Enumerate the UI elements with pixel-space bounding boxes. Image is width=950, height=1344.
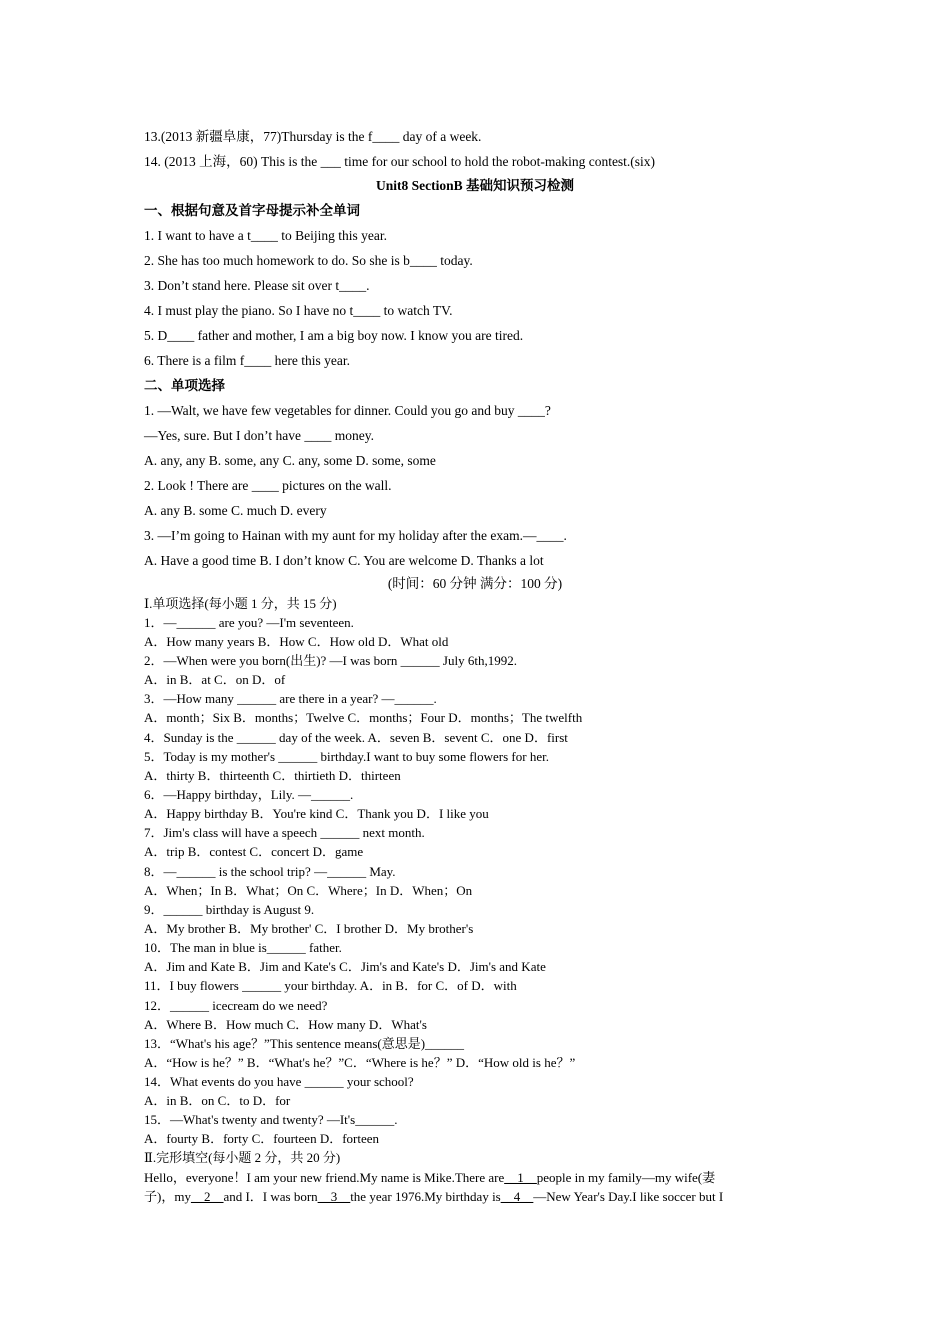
test-line: A．My brother B．My brother' C．I brother D．My brother's [144, 921, 474, 936]
test-line: 15．—What's twenty and twenty? —It's______. [144, 1112, 398, 1127]
test-line: A．When；In B．What；On C．Where；In D．When；On [144, 883, 473, 898]
test-line: Ⅰ.单项选择(每小题 1 分，共 15 分) [144, 596, 337, 611]
question-13: 13.(2013 新疆阜康，77)Thursday is the f____ day of a week. [144, 129, 482, 144]
cloze-line-2 [144, 1188, 723, 1205]
test-line: A．in B．at C．on D．of [144, 672, 286, 687]
cloze-text: the year 1976.My birthday is [350, 1189, 501, 1204]
cloze-text: Hello，everyone！I am your new friend.My name is Mike.There are [144, 1170, 505, 1185]
cloze-text: and I．I was born [223, 1189, 318, 1204]
part2-line: A. any, any B. some, any C. any, some D. some, some [144, 453, 436, 468]
test-line: A．Jim and Kate B．Jim and Kate's C．Jim's and Kate's D．Jim's and Kate [144, 959, 546, 974]
test-line: 5．Today is my mother's ______ birthday.I want to buy some flowers for her. [144, 749, 549, 764]
test-line: 11．I buy flowers ______ your birthday. A．in B．for C．of D．with [144, 978, 517, 993]
section-b-title: Unit8 SectionB 基础知识预习检测 [375, 178, 574, 193]
part1-item: 3. Don’t stand here. Please sit over t____. [144, 278, 370, 293]
test-line: 9．______ birthday is August 9. [144, 902, 315, 917]
cloze-line-1 [144, 1169, 715, 1186]
test-line: 8．—______ is the school trip? —______ May. [144, 864, 396, 879]
test-line: A．in B．on C．to D．for [144, 1093, 291, 1108]
test-line: A．month；Six B．months；Twelve C．months；Four D．months；The twelfth [144, 710, 583, 725]
cloze-blank-2: __2__ [190, 1189, 224, 1204]
part2-heading: 二、单项选择 [144, 378, 225, 393]
part2-line: —Yes, sure. But I don’t have ____ money. [144, 428, 374, 443]
part1-item: 1. I want to have a t____ to Beijing this year. [144, 228, 387, 243]
test-line: Ⅱ.完形填空(每小题 2 分，共 20 分) [144, 1150, 341, 1165]
test-line: A．Happy birthday B．You're kind C．Thank you D．I like you [144, 806, 489, 821]
part2-line: 3. —I’m going to Hainan with my aunt for my holiday after the exam.—____. [144, 528, 567, 543]
test-info: (时间：60 分钟 满分：100 分) [387, 576, 563, 591]
part2-line: A. Have a good time B. I don’t know C. You are welcome D. Thanks a lot [144, 553, 544, 568]
part2-line: A. any B. some C. much D. every [144, 503, 327, 518]
part2-line: 2. Look ! There are ____ pictures on the wall. [144, 478, 392, 493]
test-line: 10．The man in blue is______ father. [144, 940, 342, 955]
test-line: A．fourty B．forty C．fourteen D．forteen [144, 1131, 380, 1146]
question-14: 14. (2013 上海，60) This is the ___ time for our school to hold the robot-making contest.(six) [144, 154, 656, 169]
part1-heading: 一、根据句意及首字母提示补全单词 [144, 203, 360, 218]
test-line: 14．What events do you have ______ your school? [144, 1074, 414, 1089]
test-line: 3．—How many ______ are there in a year? —______. [144, 691, 437, 706]
test-line: A．“How is he？” B．“What's he？”C．“Where is he？” D．“How old is he？” [144, 1055, 576, 1070]
test-line: A．thirty B．thirteenth C．thirtieth D．thirteen [144, 768, 401, 783]
part1-item: 4. I must play the piano. So I have no t____ to watch TV. [144, 303, 453, 318]
test-line: 12．______ icecream do we need? [144, 998, 328, 1013]
cloze-text: —New Year's Day.I like soccer but I [533, 1189, 724, 1204]
part1-item: 2. She has too much homework to do. So she is b____ today. [144, 253, 473, 268]
cloze-text: people in my family—my wife(妻 [536, 1170, 716, 1185]
cloze-blank-4: __4__ [500, 1189, 534, 1204]
test-line: 4．Sunday is the ______ day of the week. A．seven B．sevent C．one D．first [144, 730, 568, 745]
test-line: A．trip B．contest C．concert D．game [144, 844, 364, 859]
test-line: 13．“What's his age？”This sentence means(意思是)______ [144, 1036, 465, 1051]
part1-item: 5. D____ father and mother, I am a big boy now. I know you are tired. [144, 328, 524, 343]
part2-line: 1. —Walt, we have few vegetables for dinner. Could you go and buy ____? [144, 403, 551, 418]
test-line: 6．—Happy birthday，Lily. —______. [144, 787, 354, 802]
part1-item: 6. There is a film f____ here this year. [144, 353, 350, 368]
cloze-blank-3: __3__ [317, 1189, 351, 1204]
test-line: A．Where B．How much C．How many D．What's [144, 1017, 427, 1032]
test-line: 2．—When were you born(出生)? —I was born ______ July 6th,1992. [144, 653, 517, 668]
test-line: A．How many years B．How C．How old D．What old [144, 634, 449, 649]
cloze-text: 子)，my [144, 1189, 191, 1204]
test-line: 7．Jim's class will have a speech ______ next month. [144, 825, 425, 840]
cloze-blank-1: __1__ [504, 1170, 537, 1185]
test-line: 1．—______ are you? —I'm seventeen. [144, 615, 354, 630]
